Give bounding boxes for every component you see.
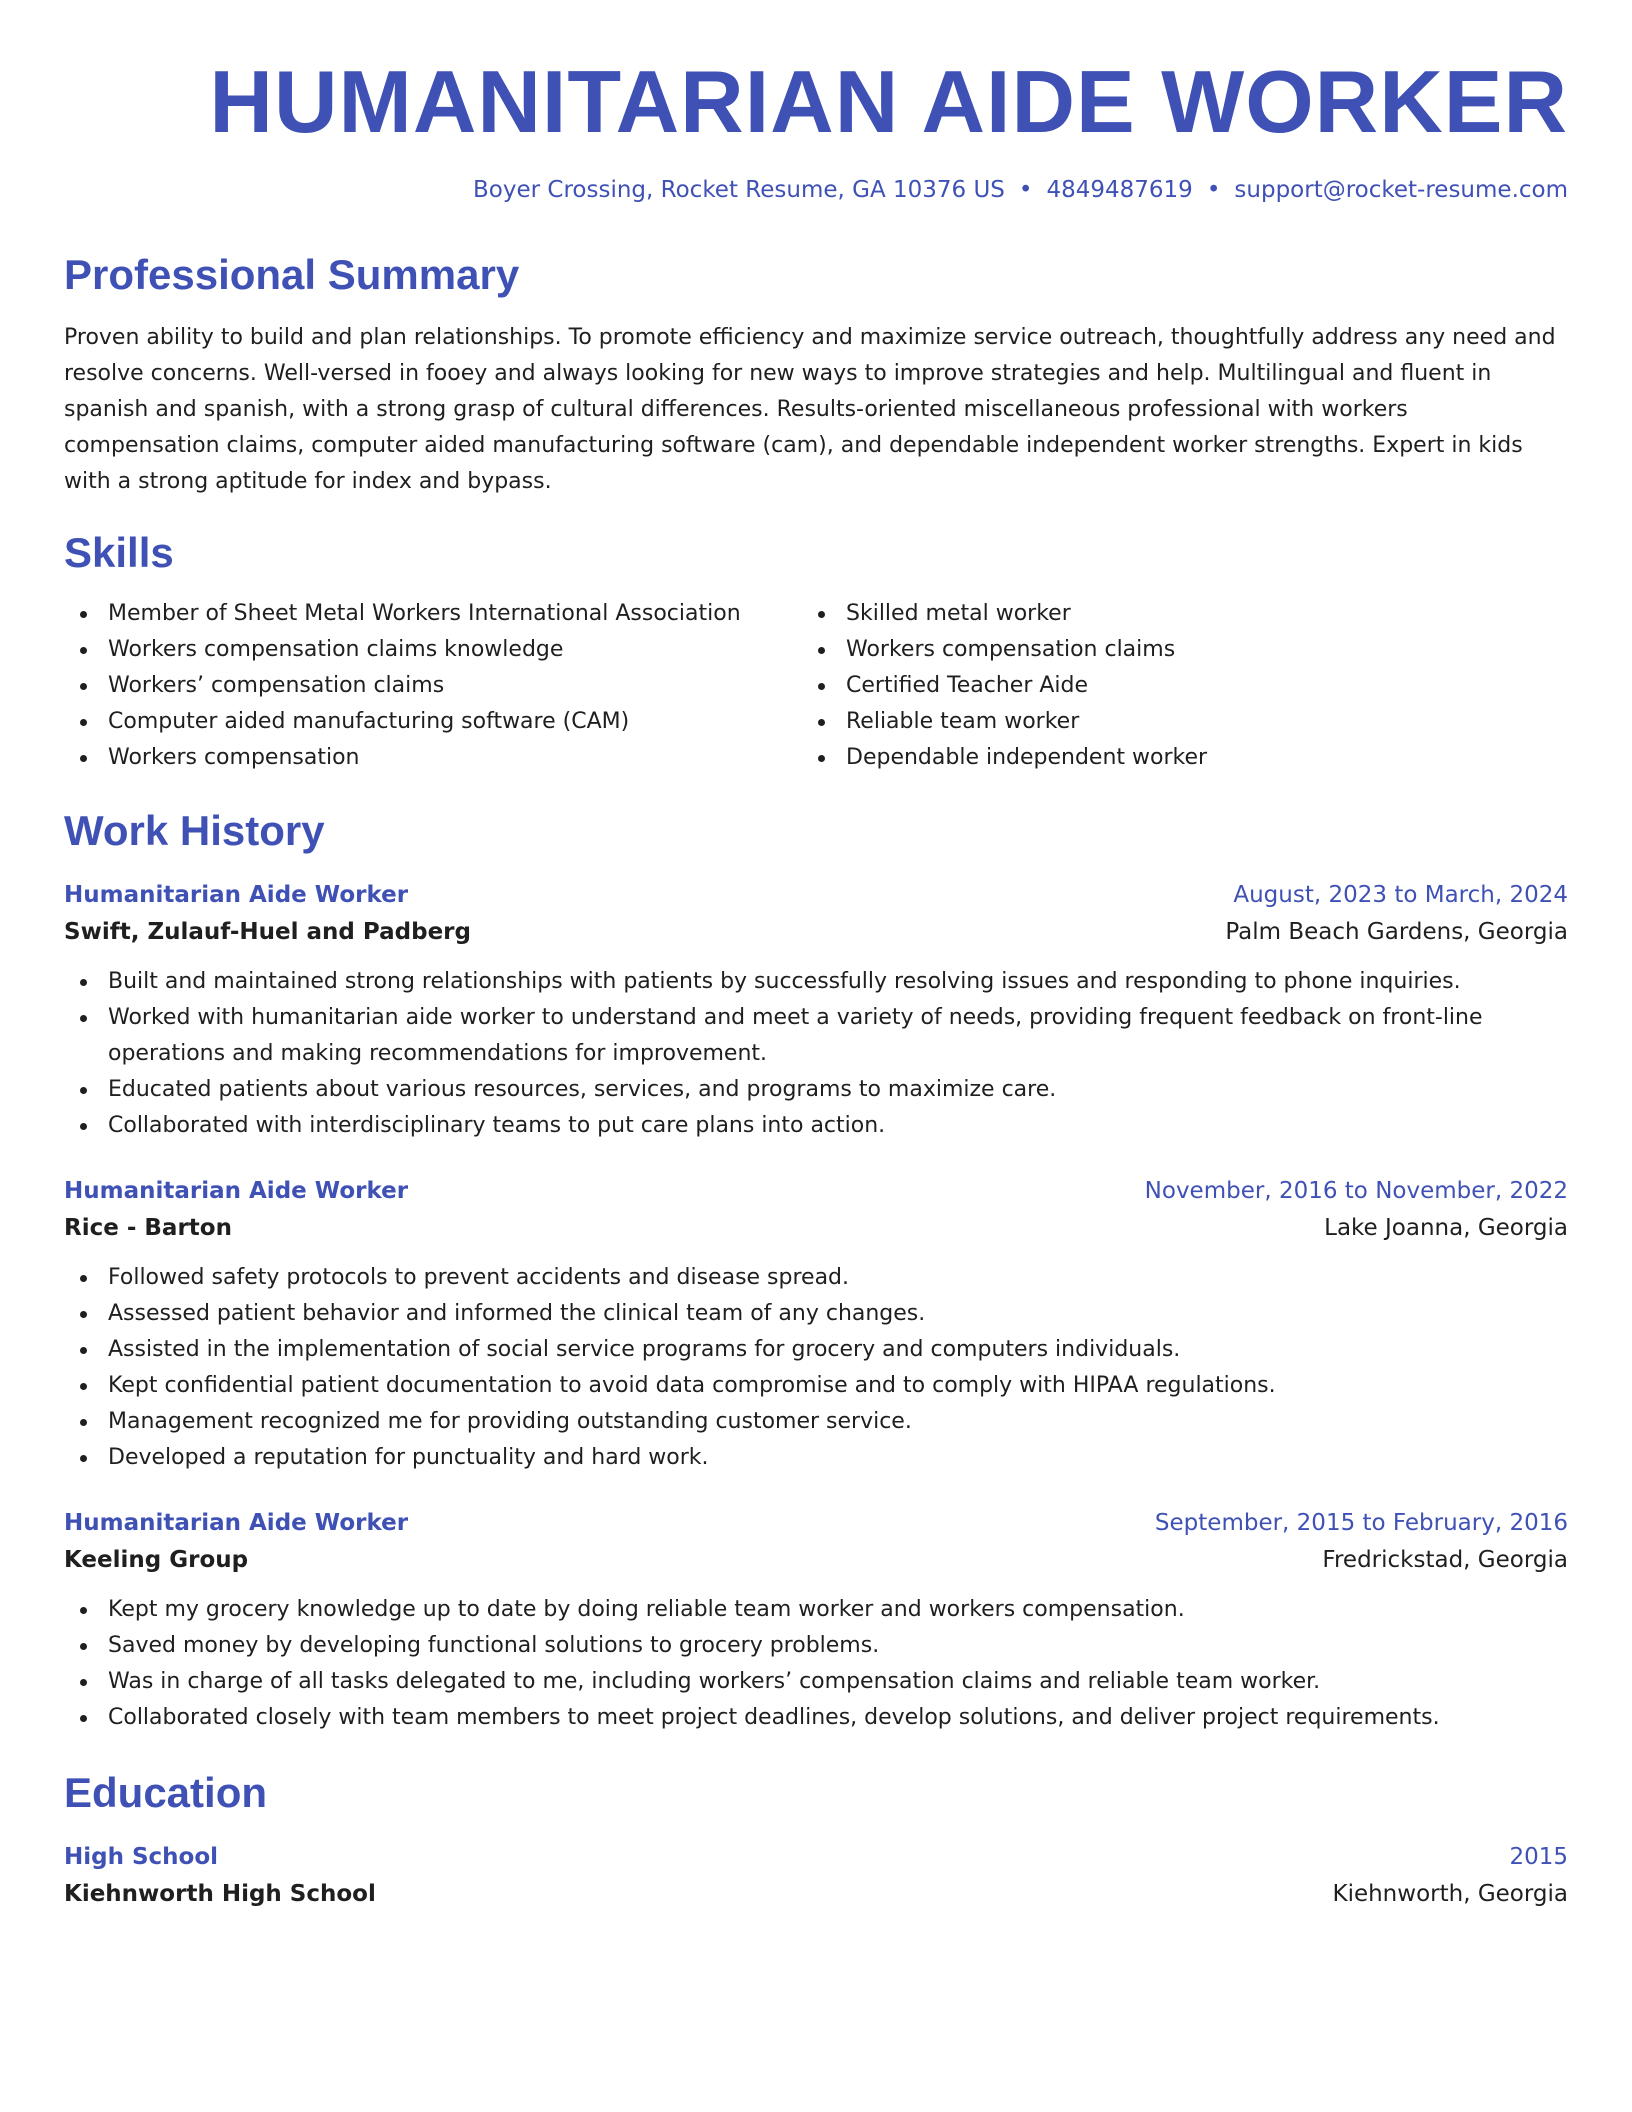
job-entry	[64, 1174, 1568, 1476]
job-dates: August, 2023 to March, 2024	[1233, 882, 1568, 908]
job-title: Humanitarian Aide Worker	[64, 882, 409, 908]
job-header-row	[64, 1506, 1568, 1540]
job-location: Lake Joanna, Georgia	[1324, 1215, 1568, 1241]
education-year: 2015	[1509, 1844, 1568, 1870]
contact-email: support@rocket-resume.com	[1234, 177, 1568, 203]
contact-line	[64, 174, 1568, 206]
job-title: Humanitarian Aide Worker	[64, 1178, 409, 1204]
contact-separator: •	[1206, 177, 1221, 203]
education-entry	[64, 1840, 1568, 1914]
skill-item: Computer aided manufacturing software (CAM)	[108, 704, 802, 740]
skill-item: Workers compensation	[108, 740, 802, 776]
skills-column-left	[64, 596, 802, 776]
job-entry	[64, 1506, 1568, 1736]
education-degree: High School	[64, 1844, 219, 1870]
job-dates: September, 2015 to February, 2016	[1154, 1510, 1568, 1536]
job-header-row	[64, 878, 1568, 912]
contact-address: Boyer Crossing, Rocket Resume, GA 10376 US	[473, 177, 1005, 203]
job-duty: Worked with humanitarian aide worker to understand and meet a variety of needs, providing frequent feedback on front-line operations and making recommendations for improvement.	[108, 1000, 1568, 1072]
education-header-row	[64, 1840, 1568, 1874]
job-duty: Management recognized me for providing outstanding customer service.	[108, 1404, 1568, 1440]
summary-heading: Professional Summary	[64, 251, 520, 298]
job-duty: Assessed patient behavior and informed the clinical team of any changes.	[108, 1296, 1568, 1332]
education-heading: Education	[64, 1769, 268, 1816]
work-history-heading: Work History	[64, 807, 325, 854]
job-duty: Educated patients about various resources, services, and programs to maximize care.	[108, 1072, 1568, 1108]
skill-item: Workers compensation claims	[846, 632, 1207, 668]
skill-item: Member of Sheet Metal Workers International Association	[108, 596, 802, 632]
education-school: Kiehnworth High School	[64, 1881, 376, 1907]
contact-separator: •	[1018, 177, 1033, 203]
job-duties	[64, 1592, 1568, 1736]
skill-item: Skilled metal worker	[846, 596, 1207, 632]
job-duty: Saved money by developing functional solutions to grocery problems.	[108, 1628, 1568, 1664]
skill-item: Reliable team worker	[846, 704, 1207, 740]
education-location: Kiehnworth, Georgia	[1332, 1881, 1568, 1907]
job-duty: Collaborated closely with team members to meet project deadlines, develop solutions, and deliver project requirements.	[108, 1700, 1568, 1736]
job-duty: Kept my grocery knowledge up to date by doing reliable team worker and workers compensation.	[108, 1592, 1568, 1628]
job-header-row	[64, 1174, 1568, 1208]
job-duty: Kept confidential patient documentation to avoid data compromise and to comply with HIPAA regulations.	[108, 1368, 1568, 1404]
skill-item: Certified Teacher Aide	[846, 668, 1207, 704]
skill-item: Workers compensation claims knowledge	[108, 632, 802, 668]
summary-text: Proven ability to build and plan relationships. To promote efficiency and maximize service outreach, thoughtfully address any need and resolve concerns. Well-versed in fooey and always looking for new ways to improve strategies and help. Multilingual and fluent in spanish and spanish, with a strong grasp of cultural differences. Results-oriented miscellaneous professional with workers compensation claims, computer aided manufacturing software (cam), and dependable independent worker strengths. Expert in kids with a strong aptitude for index and bypass.	[64, 325, 1556, 494]
job-employer: Swift, Zulauf-Huel and Padberg	[64, 919, 471, 945]
job-duty: Was in charge of all tasks delegated to me, including workers’ compensation claims and reliable team worker.	[108, 1664, 1568, 1700]
job-employer-row	[64, 1540, 1568, 1580]
job-employer-row	[64, 912, 1568, 952]
skill-item: Dependable independent worker	[846, 740, 1207, 776]
skills-column-right	[802, 596, 1207, 776]
job-duties	[64, 964, 1568, 1144]
job-duty: Collaborated with interdisciplinary teams to put care plans into action.	[108, 1108, 1568, 1144]
job-employer: Rice - Barton	[64, 1215, 232, 1241]
job-employer: Keeling Group	[64, 1547, 249, 1573]
education-school-row	[64, 1874, 1568, 1914]
job-title: Humanitarian Aide Worker	[64, 1510, 409, 1536]
job-employer-row	[64, 1208, 1568, 1248]
job-duty: Followed safety protocols to prevent accidents and disease spread.	[108, 1260, 1568, 1296]
job-location: Palm Beach Gardens, Georgia	[1225, 919, 1568, 945]
skills-list	[64, 596, 1568, 776]
job-dates: November, 2016 to November, 2022	[1144, 1178, 1568, 1204]
job-duty: Developed a reputation for punctuality and hard work.	[108, 1440, 1568, 1476]
job-location: Fredrickstad, Georgia	[1322, 1547, 1568, 1573]
job-duty: Assisted in the implementation of social service programs for grocery and computers individuals.	[108, 1332, 1568, 1368]
candidate-name: HUMANITARIAN AIDE WORKER	[209, 52, 1568, 151]
skill-item: Workers’ compensation claims	[108, 668, 802, 704]
skills-heading: Skills	[64, 529, 174, 576]
job-duties	[64, 1260, 1568, 1476]
job-entry	[64, 878, 1568, 1144]
job-duty: Built and maintained strong relationships with patients by successfully resolving issues and responding to phone inquiries.	[108, 964, 1568, 1000]
contact-phone: 4849487619	[1046, 177, 1193, 203]
